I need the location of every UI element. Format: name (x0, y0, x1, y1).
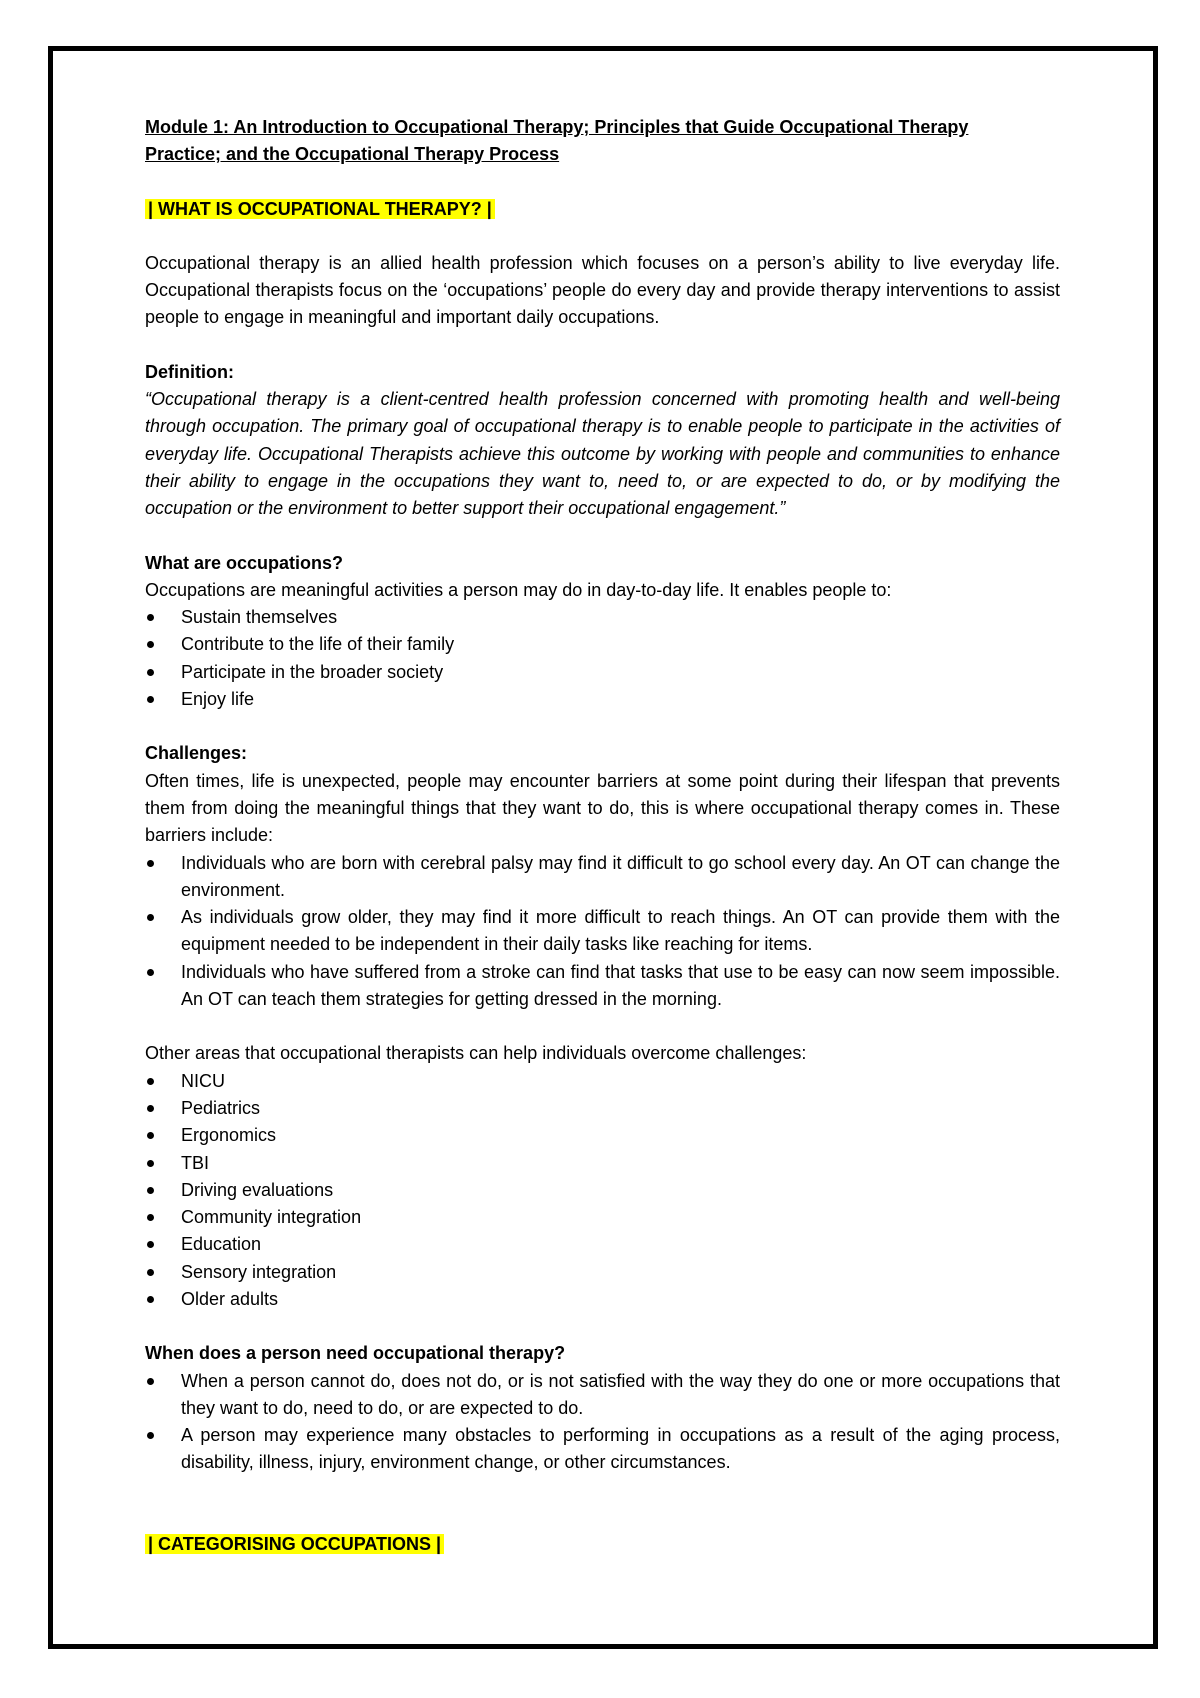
occupations-intro: Occupations are meaningful activities a person may do in day-to-day life. It enables people to: (145, 579, 892, 600)
list-item: Individuals who have suffered from a stroke can find that tasks that use to be easy can now seem impossible. An OT can teach them strategies for getting dressed in the morning. (181, 961, 1060, 1010)
list-item: Education (181, 1234, 262, 1255)
challenges-heading: Challenges: (145, 743, 248, 764)
other-areas-list (145, 1068, 1060, 1314)
other-areas-intro: Other areas that occupational therapists can help individuals overcome challenges: (145, 1043, 807, 1064)
list-item: As individuals grow older, they may find it more difficult to reach things. An OT can provide them with the equipment needed to be independent in their daily tasks like reaching for items. (181, 907, 1060, 955)
list-item: Ergonomics (181, 1125, 277, 1146)
intro-paragraph: Occupational therapy is an allied health profession which focuses on a person’s ability to live everyday life. Occupational therapists focus on the ‘occupations’ people do every day and provide therapy interventions to assist people to engage in meaningful and important daily occupations. (145, 252, 1060, 328)
challenges-intro: Often times, life is unexpected, people may encounter barriers at some point during their lifespan that prevents them from doing the meaningful things that they want to do, this is where occupational therapy comes in. These barriers include: (145, 770, 1060, 846)
list-item: Community integration (181, 1207, 362, 1228)
document-body (145, 114, 1060, 1558)
module-title-line2: Practice; and the Occupational Therapy Process (145, 144, 560, 165)
definition-label: Definition: (145, 361, 234, 382)
module-title (145, 114, 1060, 169)
list-item: Driving evaluations (181, 1179, 334, 1200)
section-heading-categorising (145, 1531, 1060, 1558)
list-item: Sensory integration (181, 1261, 337, 1282)
list-item: Participate in the broader society (181, 661, 444, 682)
need-ot-heading: When does a person need occupational therapy? (145, 1343, 566, 1364)
highlighted-heading: | CATEGORISING OCCUPATIONS | (145, 1534, 444, 1554)
occupations-heading: What are occupations? (145, 552, 344, 573)
module-title-line1: Module 1: An Introduction to Occupational Therapy; Principles that Guide Occupational Therapy (145, 117, 969, 137)
section-heading-what-is-ot (145, 196, 1060, 223)
highlighted-heading: | WHAT IS OCCUPATIONAL THERAPY? | (145, 199, 495, 219)
list-item: Contribute to the life of their family (181, 634, 455, 655)
list-item: When a person cannot do, does not do, or is not satisfied with the way they do one or more occupations that they want to do, need to do, or are expected to do. (181, 1370, 1060, 1418)
list-item: Individuals who are born with cerebral palsy may find it difficult to go school every day. An OT can change the environment. (181, 852, 1060, 900)
list-item: Pediatrics (181, 1097, 261, 1118)
list-item: Older adults (181, 1288, 279, 1309)
list-item: NICU (181, 1070, 225, 1091)
list-item: Enjoy life (181, 689, 255, 710)
list-item: TBI (181, 1152, 210, 1173)
list-item: Sustain themselves (181, 607, 338, 628)
occupations-list (145, 604, 1060, 713)
definition-text: “Occupational therapy is a client-centred health profession concerned with promoting health and well-being through occupation. The primary goal of occupational therapy is to enable people to participate in the activities of everyday life. Occupational Therapists achieve this outcome by working with people and communities to enhance their ability to engage in the occupations they want to, need to, or are expected to do, or by modifying the occupation or the environment to better support their occupational engagement.” (145, 389, 1060, 519)
list-item: A person may experience many obstacles to performing in occupations as a result of the aging process, disability, illness, injury, environment change, or other circumstances. (181, 1425, 1060, 1473)
need-ot-list (145, 1368, 1060, 1477)
challenges-list (145, 850, 1060, 1014)
